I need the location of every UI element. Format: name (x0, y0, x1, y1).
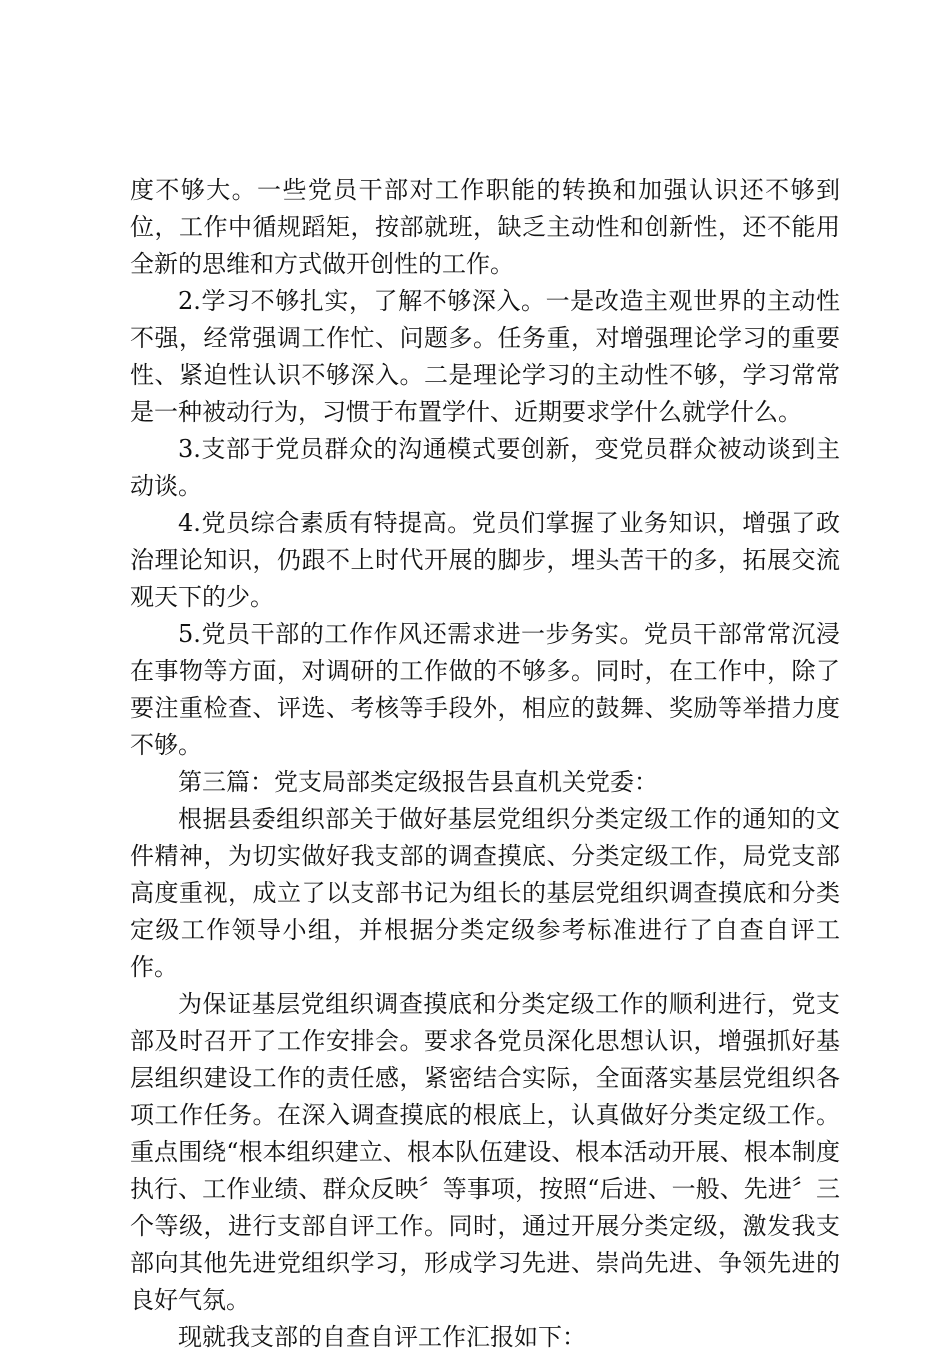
paragraph-item-5: 5.党员干部的工作作风还需求进一步务实。党员干部常常沉浸在事物等方面，对调研的工作做的不够多。同时，在工作中，除了要注重检查、评选、考核等手段外，相应的鼓舞、奖励等举措力度不够。 (130, 620, 840, 759)
paragraph-intro: 根据县委组织部关于做好基层党组织分类定级工作的通知的文件精神，为切实做好我支部的调查摸底、分类定级工作，局党支部高度重视，成立了以支部书记为组长的基层党组织调查摸底和分类定级工作领导小组，并根据分类定级参考标准进行了自查自评工作。 (130, 805, 840, 981)
paragraph-report-lead: 现就我支部的自查自评工作汇报如下： (178, 1323, 586, 1351)
section-heading: 第三篇：党支局部类定级报告县直机关党委： (178, 768, 658, 796)
paragraph-item-2: 2.学习不够扎实，了解不够深入。一是改造主观世界的主动性不强，经常强调工作忙、问题多。任务重，对增强理论学习的重要性、紧迫性认识不够深入。二是理论学习的主动性不够，学习常常是一种被动行为，习惯于布置学什、近期要求学什么就学什么。 (130, 287, 840, 426)
paragraph-continuation: 度不够大。一些党员干部对工作职能的转换和加强认识还不够到位，工作中循规蹈矩，按部就班，缺乏主动性和创新性，还不能用全新的思维和方式做开创性的工作。 (130, 176, 840, 278)
paragraph-process: 为保证基层党组织调查摸底和分类定级工作的顺利进行，党支部及时召开了工作安排会。要求各党员深化思想认识，增强抓好基层组织建设工作的责任感，紧密结合实际，全面落实基层党组织各项工作任务。在深入调查摸底的根底上，认真做好分类定级工作。重点围绕“根本组织建立、根本队伍建设、根本活动开展、根本制度执行、工作业绩、群众反映〞等事项，按照“后进、一般、先进〞三个等级，进行支部自评工作。同时，通过开展分类定级，激发我支部向其他先进党组织学习，形成学习先进、崇尚先进、争领先进的良好气氛。 (130, 990, 840, 1314)
document-body (130, 172, 840, 1356)
paragraph-item-4: 4.党员综合素质有特提高。党员们掌握了业务知识，增强了政治理论知识，仍跟不上时代开展的脚步，埋头苦干的多，拓展交流观天下的少。 (130, 509, 840, 611)
paragraph-item-3: 3.支部于党员群众的沟通模式要创新，变党员群众被动谈到主动谈。 (130, 435, 840, 500)
